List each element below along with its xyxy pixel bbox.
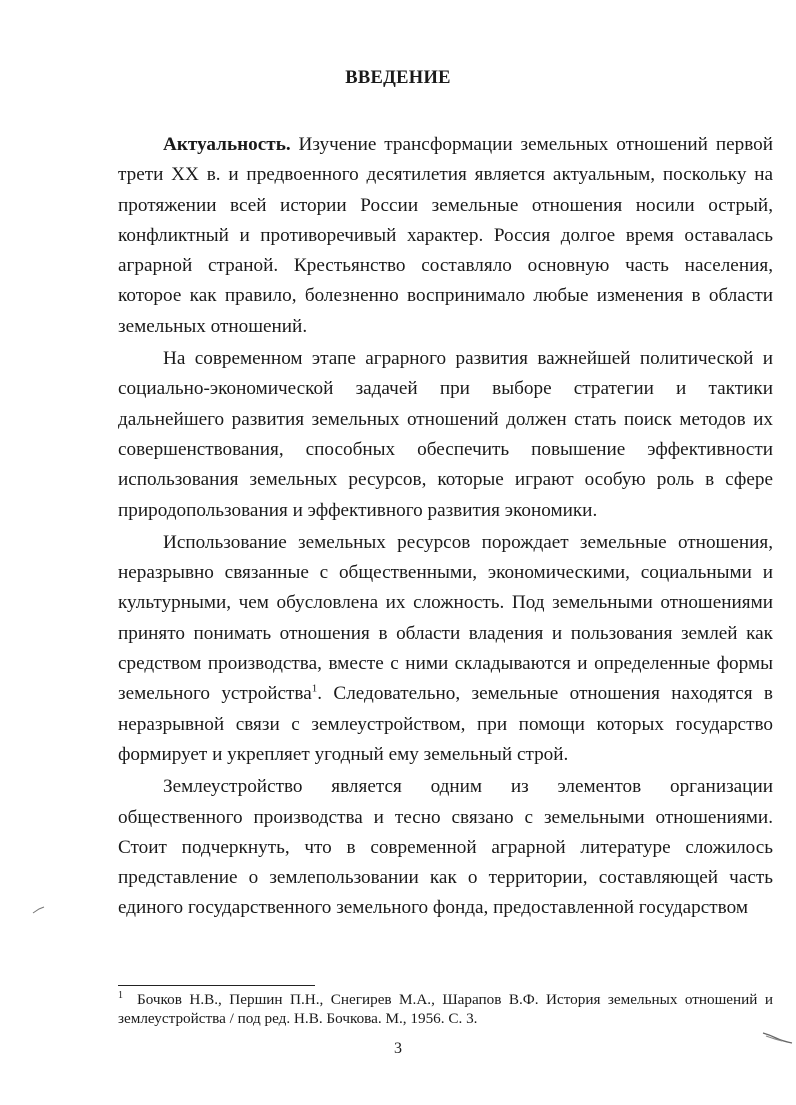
scan-mark	[762, 1030, 794, 1046]
body-text	[118, 130, 773, 924]
paragraph-lead: Актуальность.	[163, 134, 291, 155]
footnote-separator	[118, 985, 315, 986]
section-title: ВВЕДЕНИЕ	[345, 68, 451, 88]
scan-mark	[32, 905, 46, 915]
paragraph-relevance	[118, 130, 773, 342]
paragraph: Землеустройство является одним из элементов организации общественного производства и тесно связано с земельными отношениями. Стоит подчеркнуть, что в современной аграрной литературе сложилось представление о землепользовании как о территории, составляющей часть единого государственного земельного фонда, предоставленной государством	[118, 776, 773, 919]
footnote	[118, 990, 773, 1028]
paragraph-text: Использование земельных ресурсов порождает земельные отношения, неразрывно связанные с общественными, экономическими, социальными и культурными, чем обусловлена их сложность. Под земельными отношениями принято понимать отношения в области владения и пользования землей как средством производства, вместе с ними складываются и определенные формы земельного устройства	[118, 531, 773, 705]
paragraph-text: . Следовательно, земельные отношения находятся в неразрывной связи с землеустройством, при помощи которых государство формирует и укрепляет угодный ему земельный строй.	[118, 683, 773, 765]
paragraph: На современном этапе аграрного развития важнейшей политической и социально-экономической задачей при выборе стратегии и тактики дальнейшего развития земельных отношений должен стать поиск методов их совершенствования, способных обеспечить повышение эффективности использования земельных ресурсов, которые играют особую роль в сфере природопользования и эффективного развития экономики.	[118, 348, 773, 521]
page-number: 3	[394, 1040, 402, 1057]
footnote-reference: 1	[311, 682, 318, 695]
paragraph-with-footnote	[118, 528, 773, 770]
footnote-number: 1	[118, 989, 123, 1001]
footnote-text: Бочков Н.В., Першин П.Н., Снегирев М.А., Шарапов В.Ф. История земельных отношений и землеустройства / под ред. Н.В. Бочкова. М., 1956. С. 3.	[118, 991, 773, 1027]
paragraph-text: Изучение трансформации земельных отношений первой трети XX в. и предвоенного десятилетия является актуальным, поскольку на протяжении всей истории России земельные отношения носили острый, конфликтный и противоречивый характер. Россия долгое время оставалась аграрной страной. Крестьянство составляло основную часть населения, которое как правило, болезненно воспринимало любые изменения в области земельных отношений.	[118, 134, 773, 337]
